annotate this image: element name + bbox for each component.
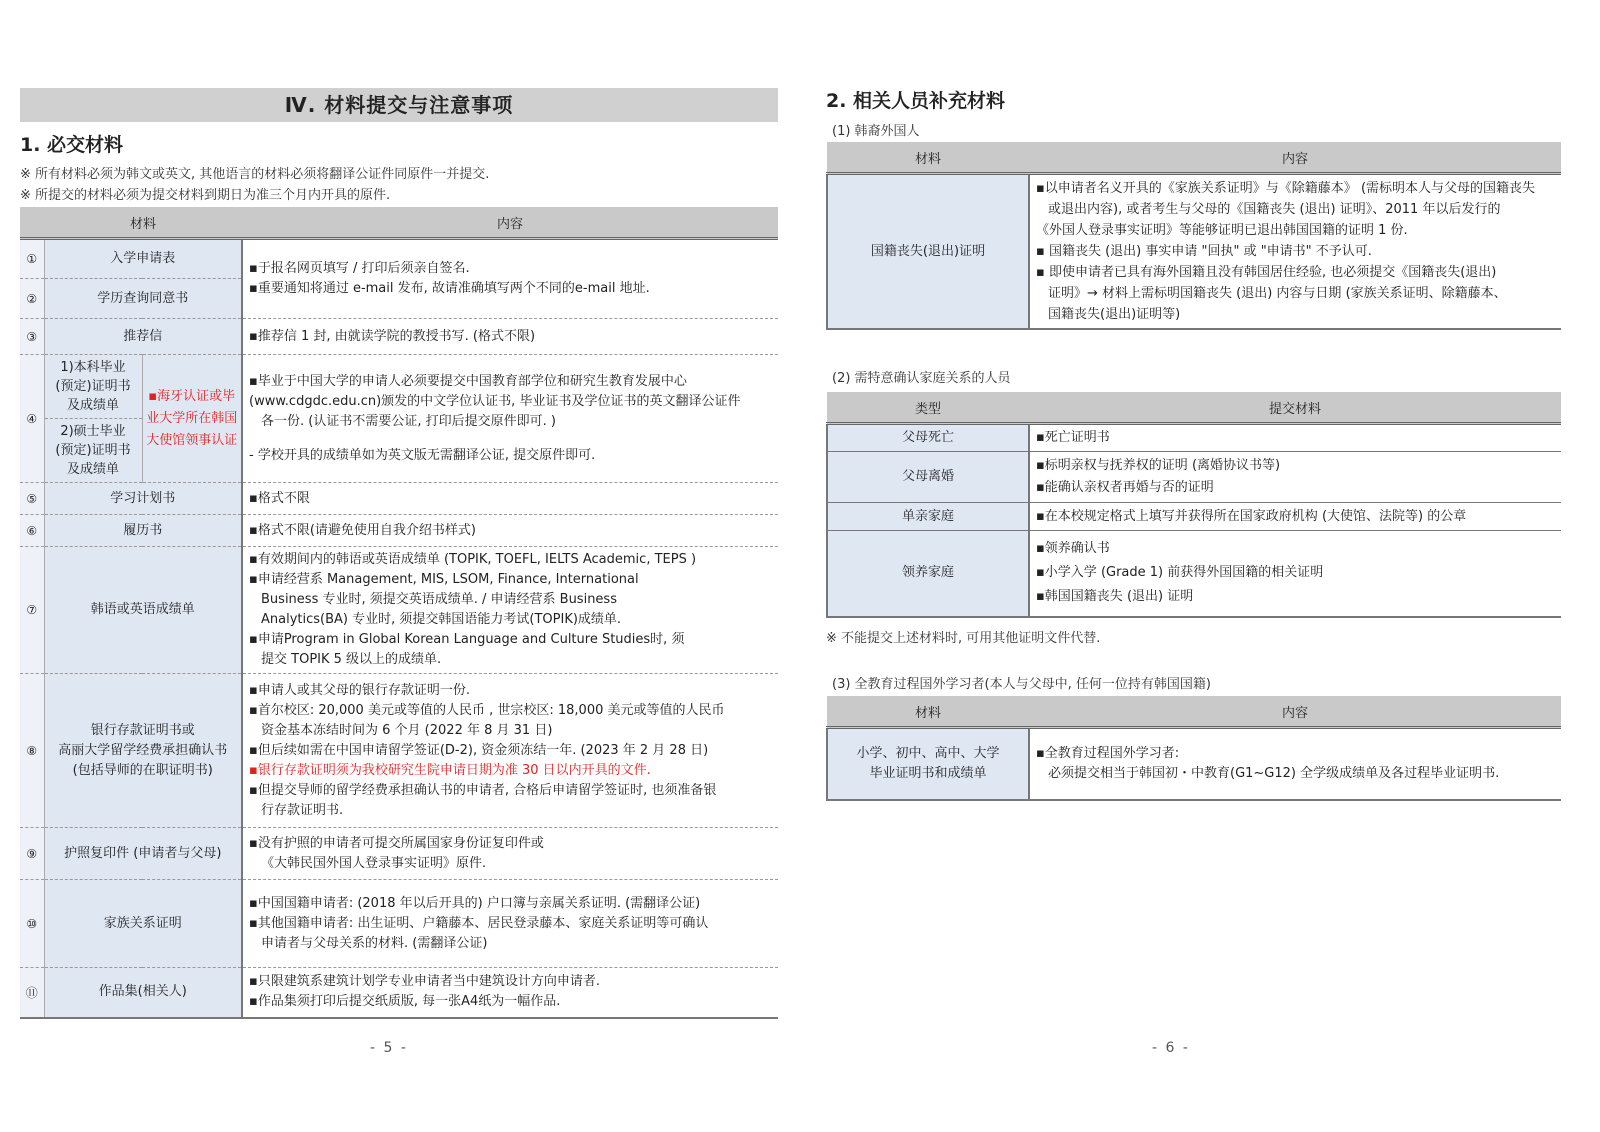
content-line: ▪在本校规定格式上填写并获得所在国家政府机构 (大使馆、法院等) 的公章: [1036, 508, 1467, 524]
row-number: ①: [20, 239, 44, 279]
content-line: ▪但提交导师的留学经费承担确认书的申请者, 合格后申请留学签证时, 也须准备银: [249, 782, 717, 798]
material-name: 作品集(相关人): [44, 968, 242, 1018]
section-title: 2. 相关人员补充材料: [826, 90, 1006, 112]
material-name: 履历书: [44, 515, 242, 547]
content-line: ▪其他国籍申请者: 出生证明、户籍藤本、居民登录藤本、家庭关系证明等可确认: [249, 915, 709, 931]
header-type: 类型: [827, 392, 1029, 424]
material-name: 国籍丧失(退出)证明: [827, 174, 1029, 330]
content-line: ▪ 国籍丧失 (退出) 事实申请 "回执" 或 "申请书" 不予认可.: [1036, 244, 1372, 259]
content-line: ▪但后续如需在中国申请留学签证(D-2), 资金须冻结一年. (2023 年 2 月 28 日): [249, 742, 709, 758]
page-number: - 6 -: [1152, 1040, 1190, 1056]
content-cell: [242, 674, 778, 828]
content-cell: [242, 547, 778, 674]
text-line: (预定)证明书: [55, 443, 131, 458]
content-cell: [242, 880, 778, 968]
family-relation-table: [826, 392, 1561, 618]
content-cell: [1029, 174, 1561, 330]
material-name: 学历查询同意书: [44, 279, 242, 319]
section-banner: Ⅳ. 材料提交与注意事项: [20, 88, 778, 122]
content-line: [249, 432, 772, 446]
header-content: 内容: [242, 207, 778, 239]
content-cell: [1029, 531, 1561, 617]
subtitle-3: (3) 全教育过程国外学习者(本人与父母中, 任何一位持有韩国国籍): [832, 677, 1211, 692]
content-line: ▪申请Program in Global Korean Language and Culture Studies时, 须: [249, 632, 685, 647]
note-1: ※ 所有材料必须为韩文或英文, 其他语言的材料必须将翻译公证件同原件一并提交.: [20, 167, 490, 182]
table-row: [20, 483, 778, 515]
text-line: 及成绩单: [66, 398, 119, 413]
row-number: ③: [20, 319, 44, 355]
content-line: ▪全教育过程国外学习者:: [1036, 745, 1180, 761]
content-cell: [242, 515, 778, 547]
ethnic-korean-table: [826, 142, 1561, 330]
header-material: 材料: [827, 696, 1029, 728]
material-name: 推荐信: [44, 319, 242, 355]
text-line: ▪海牙认证或毕: [148, 388, 236, 404]
table-row: [20, 968, 778, 1018]
row-number: ⑪: [20, 968, 44, 1018]
content-line: ▪领养确认书: [1036, 541, 1110, 557]
content-cell: [1029, 728, 1561, 800]
table-row: [20, 880, 778, 968]
row-number: ⑨: [20, 828, 44, 880]
content-line: 《大韩民国外国人登录事实证明》原件.: [261, 855, 487, 871]
content-line: ▪以申请者名义开具的《家族关系证明》与《除籍藤本》 (需标明本人与父母的国籍丧失: [1036, 181, 1536, 196]
table-row: [827, 452, 1561, 503]
content-line-highlight: ▪银行存款证明须为我校研究生院申请日期为准 30 日以内开具的文件.: [249, 762, 651, 778]
content-line: 申请者与父母关系的材料. (需翻译公证): [261, 935, 488, 951]
table-row: [827, 728, 1561, 800]
subtitle-2: (2) 需特意确认家庭关系的人员: [832, 371, 1011, 386]
material-sub-bachelor: [44, 355, 142, 419]
content-line: Analytics(BA) 专业时, 须提交韩国语能力考试(TOPIK)成绩单.: [261, 612, 622, 627]
note-2: ※ 所提交的材料必须为提交材料到期日为准三个月内开具的原件.: [20, 188, 391, 203]
content-line: ▪中国国籍申请者: (2018 年以后开具的) 户口簿与亲属关系证明. (需翻译公证): [249, 895, 701, 911]
table-row: [827, 424, 1561, 452]
content-line: ▪申请经营系 Management, MIS, LSOM, Finance, International: [249, 572, 639, 587]
overseas-learner-table: [826, 696, 1561, 801]
content-cell: [242, 828, 778, 880]
content-line: 证明》→ 材料上需标明国籍丧失 (退出) 内容与日期 (家族关系证明、除籍藤本、: [1048, 286, 1507, 301]
content-line: ▪韩国国籍丧失 (退出) 证明: [1036, 589, 1194, 605]
content-line: ▪于报名网页填写 / 打印后须亲自签名.: [249, 261, 470, 276]
content-cell: [1029, 424, 1561, 452]
text-line: 高丽大学留学经费承担确认书: [58, 742, 228, 758]
text-line: 小学、初中、高中、大学: [856, 745, 1000, 761]
content-line: 《外国人登录事实证明》等能够证明已退出韩国国籍的证明 1 份.: [1036, 223, 1408, 238]
type-cell: 单亲家庭: [827, 503, 1029, 531]
content-line: ▪首尔校区: 20,000 美元或等值的人民币 , 世宗校区: 18,000 美元或等值的人民币: [249, 702, 725, 718]
content-line: ▪标明亲权与抚养权的证明 (离婚协议书等): [1036, 458, 1281, 473]
content-line: 行存款证明书.: [261, 802, 344, 818]
row-number: ⑤: [20, 483, 44, 515]
table-row: [827, 531, 1561, 617]
material-sub-master: [44, 419, 142, 483]
content-line: 或退出内容), 或者考生与父母的《国籍丧失 (退出) 证明》、2011 年以后发行的: [1048, 202, 1501, 217]
material-name: 家族关系证明: [44, 880, 242, 968]
material-name: [44, 674, 242, 828]
row-number: ⑥: [20, 515, 44, 547]
table-row: [827, 174, 1561, 330]
text-line: 毕业证明书和成绩单: [869, 765, 987, 781]
content-line: Business 专业时, 须提交英语成绩单. / 申请经营系 Business: [261, 592, 617, 607]
content-line: ▪ 即使申请者已具有海外国籍且没有韩国居住经验, 也必须提交《国籍丧失(退出): [1036, 265, 1497, 280]
content-line: ▪推荐信 1 封, 由就读学院的教授书写. (格式不限): [249, 328, 536, 344]
content-cell: [242, 968, 778, 1018]
content-line: ▪格式不限(请避免使用自我介绍书样式): [249, 522, 476, 538]
table-row: [20, 674, 778, 828]
header-blank: [20, 207, 44, 239]
row-number: ④: [20, 355, 44, 483]
material-name: [827, 728, 1029, 800]
type-cell: 父母离婚: [827, 452, 1029, 503]
required-materials-table: [20, 207, 778, 1019]
header-materials: 提交材料: [1029, 392, 1561, 424]
text-line: 及成绩单: [66, 462, 119, 477]
content-line: ▪毕业于中国大学的申请人必须要提交中国教育部学位和研究生教育发展中心: [249, 373, 687, 389]
material-name: 韩语或英语成绩单: [44, 547, 242, 674]
text-line: (包括导师的在职证明书): [72, 762, 213, 778]
content-cell: [242, 355, 778, 483]
content-line: ▪作品集须打印后提交纸质版, 每一张A4纸为一幅作品.: [249, 994, 561, 1010]
content-line: ▪能确认亲权者再婚与否的证明: [1036, 480, 1214, 495]
text-line: 1)本科毕业: [60, 360, 126, 375]
content-line: ▪格式不限: [249, 490, 310, 506]
content-line: ▪申请人或其父母的银行存款证明一份.: [249, 682, 470, 698]
content-line: ▪小学入学 (Grade 1) 前获得外国国籍的相关证明: [1036, 565, 1324, 581]
text-line: 业大学所在韩国: [146, 410, 238, 426]
subtitle-1: (1) 韩裔外国人: [832, 124, 920, 139]
row-number: ⑦: [20, 547, 44, 674]
content-line: ▪死亡证明书: [1036, 430, 1110, 445]
type-cell: 领养家庭: [827, 531, 1029, 617]
table-row: [20, 515, 778, 547]
row-number: ⑩: [20, 880, 44, 968]
table-row: [827, 503, 1561, 531]
material-name: 入学申请表: [44, 239, 242, 279]
row-number: ⑧: [20, 674, 44, 828]
header-content: 内容: [1029, 696, 1561, 728]
content-cell: [242, 319, 778, 355]
page-number: - 5 -: [370, 1040, 408, 1056]
table-row: [20, 239, 778, 279]
content-cell: [1029, 452, 1561, 503]
table-row: [20, 319, 778, 355]
table-row: [20, 355, 778, 419]
content-line: 资金基本冻结时间为 6 个月 (2022 年 8 月 31 日): [261, 722, 553, 738]
content-line: ▪只限建筑系建筑计划学专业申请者当中建筑设计方向申请者.: [249, 974, 600, 990]
header-content: 内容: [1029, 142, 1561, 174]
content-line: 必须提交相当于韩国初・中教育(G1~G12) 全学级成绩单及各过程毕业证明书.: [1048, 765, 1500, 781]
note-substitute: ※ 不能提交上述材料时, 可用其他证明文件代替.: [826, 631, 1101, 646]
content-line: ▪没有护照的申请者可提交所属国家身份证复印件或: [249, 835, 544, 851]
content-cell: [242, 239, 778, 319]
text-line: 银行存款证明书或: [90, 722, 195, 738]
content-line: 各一份. (认证书不需要公证, 打印后提交原件即可. ): [261, 413, 556, 429]
content-line: 国籍丧失(退出)证明等): [1048, 307, 1181, 322]
content-line: (www.cdgdc.edu.cn)颁发的中文学位认证书, 毕业证书及学位证书的英文翻译公证件: [249, 393, 741, 409]
material-name: 护照复印件 (申请者与父母): [44, 828, 242, 880]
certification-note: [142, 355, 242, 483]
content-line: ▪有效期间内的韩语或英语成绩单 (TOPIK, TOEFL, IELTS Academic, TEPS ): [249, 552, 697, 567]
section-title: 1. 必交材料: [20, 134, 124, 156]
text-line: 大使馆领事认证: [146, 432, 238, 448]
content-line: ▪重要通知将通过 e-mail 发布, 故请准确填写两个不同的e-mail 地址.: [249, 281, 650, 296]
text-line: (预定)证明书: [55, 379, 131, 394]
text-line: 2)硕士毕业: [60, 424, 126, 439]
table-row: [20, 828, 778, 880]
content-line: 提交 TOPIK 5 级以上的成绩单.: [261, 652, 442, 667]
material-name: 学习计划书: [44, 483, 242, 515]
content-line: - 学校开具的成绩单如为英文版无需翻译公证, 提交原件即可.: [249, 447, 596, 463]
type-cell: 父母死亡: [827, 424, 1029, 452]
content-cell: [1029, 503, 1561, 531]
header-material: 材料: [44, 207, 242, 239]
header-material: 材料: [827, 142, 1029, 174]
row-number: ②: [20, 279, 44, 319]
table-row: [20, 547, 778, 674]
content-cell: [242, 483, 778, 515]
